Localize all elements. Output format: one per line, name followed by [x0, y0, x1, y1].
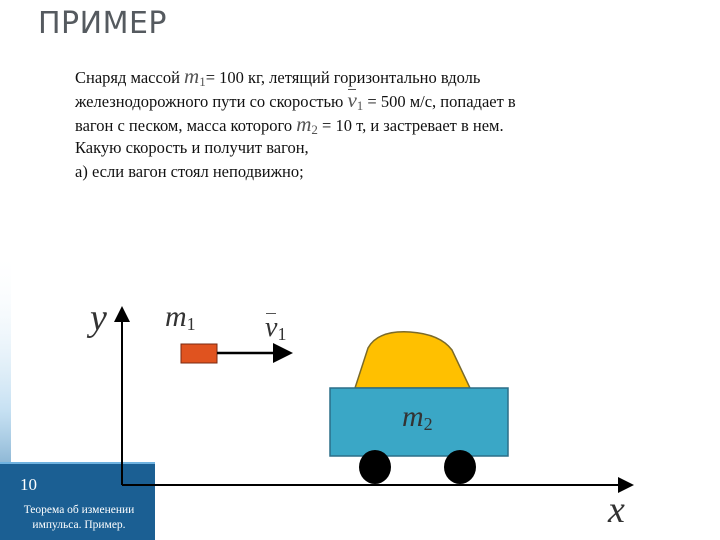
- problem-text: вагон с песком, масса которого: [75, 116, 293, 135]
- x-axis-label: x: [608, 489, 625, 531]
- problem-text: Снаряд массой: [75, 68, 180, 87]
- v1-symbol: [347, 88, 363, 112]
- m2-var: m: [296, 112, 312, 136]
- v1-var: v: [347, 88, 357, 112]
- problem-line-1: [75, 64, 635, 88]
- slide-title: ПРИМЕР: [38, 6, 168, 41]
- m1-sub: 1: [199, 74, 206, 89]
- slide-number: 10: [20, 475, 37, 494]
- wheel-right: [444, 450, 476, 484]
- problem-text: = 10 т, и застревает в нем.: [322, 116, 504, 135]
- wheel-left: [359, 450, 391, 484]
- m1-var: m: [184, 64, 200, 88]
- y-axis-label: y: [90, 297, 107, 339]
- problem-line-4: Какую скорость и получит вагон,: [75, 138, 309, 157]
- problem-line-2: [75, 88, 635, 112]
- footer-panel-edge: [0, 462, 155, 464]
- v1-sub: 1: [356, 98, 364, 113]
- sand-pile: [355, 332, 470, 388]
- problem-text: = 100 кг, летящий горизонтально вдоль: [205, 68, 481, 87]
- v1-diagram-var: v: [265, 312, 278, 343]
- m1-diagram-label: [165, 300, 196, 335]
- problem-text: железнодорожного пути со скоростью: [75, 92, 344, 111]
- m1-symbol: [184, 64, 206, 88]
- problem-text: = 500 м/с, попадает в: [367, 92, 516, 111]
- m1-diagram-sub: 1: [186, 314, 196, 334]
- problem-statement: [75, 64, 635, 184]
- projectile: [181, 344, 217, 363]
- v1-diagram-label: [265, 312, 286, 345]
- v1-diagram-sub: 1: [277, 324, 287, 344]
- m2-sub: 2: [311, 122, 318, 137]
- m2-diagram-var: m: [402, 400, 424, 433]
- problem-line-3: [75, 112, 635, 136]
- m2-diagram-label: [402, 400, 433, 435]
- m2-symbol: [296, 112, 318, 136]
- footer-text: Теорема об изменении импульса. Пример.: [23, 504, 135, 531]
- m1-diagram-var: m: [165, 300, 187, 333]
- m2-diagram-sub: 2: [423, 414, 433, 434]
- problem-line-5: а) если вагон стоял неподвижно;: [75, 162, 304, 181]
